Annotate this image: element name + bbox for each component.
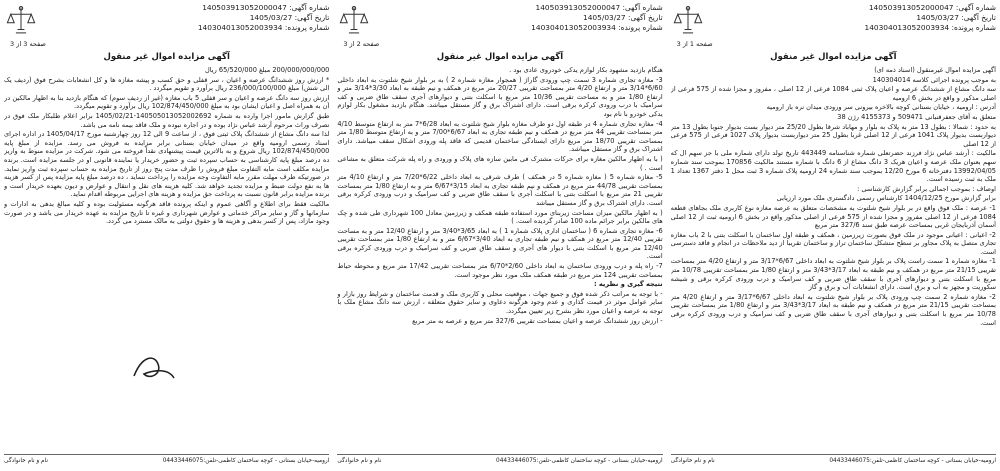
footer-signatory: نام و نام خانوادگی xyxy=(4,458,49,464)
notice-date: تاریخ آگهی: 1405/03/27 xyxy=(249,13,330,22)
notice-paragraph: به موجب پرونده اجرائی کلاسه 140304014 xyxy=(872,75,996,84)
notice-paragraph: * ارزش روز ششدانگ عرصه و اعیان ، سر قفلی و حق کسب و پیشه مغازه ها و کل انشعابات بشرح فوق (ردیف یک الی شش) مبلغ 236/000/100/000 ریال برآورد و تقویم میگردد . xyxy=(4,75,330,93)
notice-title: آگهی مزایده اموال غیر منقول xyxy=(103,52,230,62)
notice-meta xyxy=(197,0,330,33)
notice-paragraph: 7- راه پله و درب ورودی ساختمان به ابعاد داخلی 2/60*6/70 متر بمساحت تقریبی 17/42 متر مربع و محوطه حیاط بمساحت تقریبی 124 متر مربع در طبقه همکف ملک مورد نظر موجود است. xyxy=(337,262,663,279)
notice-paragraph: 6- مغازه تجاری شماره 6 ( ساختمان اداری پلاک شماره 1 ) به ابعاد 3/65*3/40 متر و ارتفاع 12/40 متر و به مساحت تقریبی 12/40 متر مربع در همکف و نیم طبقه تجاری به ابعاد 3/40*6/67 متر و به ارتفاع 1/80 متر بمساحت تقریبی 12/40 متر مربع با اسکلت بتنی با دیوار های آجری و سقف طاق ضربی و کف سرامیک و درب ورودی کرکره برقی است. xyxy=(337,226,663,261)
judiciary-emblem-icon xyxy=(4,4,38,38)
notice-body xyxy=(337,66,662,471)
notice-title: آگهی مزایده اموال غیر منقول xyxy=(770,52,897,62)
notice-date: تاریخ آگهی: 1405/03/27 xyxy=(583,13,663,22)
notice-paragraph: سه دانگ مشاع از ششدانگ عرصه و اعیان پلاک ثبتی 1084 فرعی از 12 اصلی ، مفروز و مجزا شده از 575 فرعی از اصلی مذکور و واقع در بخش 6 ارومیه xyxy=(670,85,996,102)
notice-number: شماره آگهی: 140503913052000047 xyxy=(535,3,663,12)
notice-meta xyxy=(531,0,663,33)
notice-paragraph: ( به اظهار مالکین میزان مساحت زیربنای مورد استفاده طبقه همکف و زیرزمین معادل 100 شهرداری طی شده و چک های مالکین برابر جرائم ماده 100 صادر گردیده است. ) xyxy=(337,208,663,226)
notice-paragraph: 5- مغازه شماره 5 ( مغازه شماره 5 در همکف ) طرف شرقی به ابعاد داخلی 6/22*7/20 متر و ارتفاع 4/10 متر بمساحت تقریبی 44/78 متر مربع در همکف و نیم طبقه تجاری به ابعاد 3/15*6/67 متر و به ارتفاع 1/80 متر بمساحت تقریبی 21 متر مربع با اسکلت بتنی با اسکلت آجری با سقف طاق ضربی و کف سرامیک و درب ورودی کرکره برقی است. دارای اشتراک برق و گاز مستقل میباشد xyxy=(337,173,663,207)
notice-paragraph: 4- مغازه تجاری شماره 4 در طبقه اول دو طرف مغازه بلوار شیخ شلتوت به ابعاد 6/28*7 متر به ارتفاع متوسط 4/10 متر بمساحت تقریبی 44 متر مربع در همکف و نیم طبقه تجاری به ابعاد 6/67*7/00 متر و به ارتفاع متوسط 1/80 متر بمساحت تقریبی 18/70 متر مربع دارای ایستادگی ساختمان قدیمی که فاقد پله ورودی اشکال سقف میباشد. دارای اشتراک برق و گاز مستقل میباشد. xyxy=(337,119,663,154)
footer-signatory: نام و نام خانوادگی xyxy=(670,458,715,464)
footer-signatory: نام و نام خانوادگی xyxy=(337,458,382,464)
notice-page-2 xyxy=(337,0,662,471)
case-number: شماره پرونده: 140304013052003934 xyxy=(197,23,330,32)
notice-paragraph: 3- مغازه تجاری شماره 3 سمت چپ ورودی گاراژ ( همجوار مغازه شماره 2 ) به بر بلوار شیخ شلتوت به ابعاد داخلی 6/60*3/14 متر و ارتفاع 4/20 متر بمساحت تقریبی 20/27 متر مربع در همکف و نیم طبقه به ابعاد 3/30*3/14 متر و ارتفاع 1/80 متر و به مساحت تقریبی 10/36 متر مربع با اسکلت بتنی و دیوارهای آجری سقف طاق ضربی و کف سرامیک با درب ورودی کرکره برقی است. دارای اشتراک برق و گاز مستقل میباشد. هنگام بازدید مشغول بکار لوازم یدکی خودرو با نام بود xyxy=(337,75,663,118)
notice-date: تاریخ آگهی: 1405/03/27 xyxy=(916,13,996,22)
notice-page-1 xyxy=(671,0,996,471)
page-footer xyxy=(4,454,329,465)
notice-paragraph: - با توجه به مراتب ذکر شده فوق و جمیع جهات ، موقعیت محلی و کاربری ملک و قدمت ساختمان و شرایط روز بازار و سایر عوامل موثر در قیمت گذاری و عدم وجود هرگونه دعاوی و سایر حقوق متعلقه ، ارزش سه دانگ مشاع ملک با توجه به عرصه و اعیان مورد نظر بشرح زیر تعیین میگردد. xyxy=(337,289,663,316)
page-number: صفحه 3 از 3 xyxy=(10,40,46,48)
notice-meta xyxy=(864,0,996,33)
page-footer xyxy=(671,454,996,465)
notice-number: شماره آگهی: 140503913052000047 xyxy=(868,3,996,12)
case-number: شماره پرونده: 140304013052003934 xyxy=(864,23,996,32)
notice-paragraph: برابر گزارش مورخ 1404/12/25 کارشناس رسمی دادگستری ملک مورد ارزیابی xyxy=(776,194,996,203)
notice-paragraph: ارزش روز سه دانگ عرصه و اعیان و سر قفلی 5 باب مغازه (غیر از ردیف سوم) که هنگام بازدید بنا به اظهار مالکین در آن به همراه اصل و اعیان ایشان بود به مبلغ 102/874/450/000 ریال برآورد و تقویم میگردد. xyxy=(4,93,330,111)
notice-paragraph: آگهی مزایده اموال غیرمنقول (اسناد ذمه ای) xyxy=(874,66,996,74)
notice-paragraph: 2- مغازه شماره 2 سمت چپ ورودی پلاک بر بلوار شیخ شلتوت به ابعاد داخلی 6/67*3/17 متر و ارتفاع 4/20 متر بمساحت تقریبی 21/15 متر مربع در همکف و نیم طبقه به ابعاد 3/17*3/43 متر و ارتفاع 1/80 متر بمساحت تقریبی 10/78 متر مربع با اسکلت بتنی و دیوارهای آجری با سقف طاق ضربی و کف سرامیک و درب ورودی کرکره برقی است. xyxy=(670,292,996,327)
notice-paragraph: آدرس : ارومیه ، خیابان بستانی کوچه بالاخره بیرونی سر ورودی میدان نره باز ارومیه xyxy=(766,103,996,112)
notice-paragraph: نتیجه گیری و نظریه : xyxy=(593,280,663,289)
page-header xyxy=(337,0,662,46)
notice-body xyxy=(4,66,329,471)
notice-page-3 xyxy=(4,0,329,471)
notice-paragraph: طبق گزارش مامور اجرا وارده به شماره 140505013052002692-1405/02/21 برابر اعلام طلبکار ملک فوق در تصرف وراث مرحوم آرشد عباس نژاد بوده و در اجاره نبوده و ملک فاقد بیمه نامه می باشد. xyxy=(4,111,330,129)
notice-paragraph: متعلق به آقای جعفرقنبانی 509471 و 4155373 رژن 38 xyxy=(837,112,996,121)
notice-paragraph: به حدود : شمالا : بطول 13 متر به پلاک به بلوار و مهاباد شرقا بطول 25/20 متر دیوار بست بدیوار جنوبا بطول 13 متر دیواربست بدیوار پلاک 1041 فرعی از 12 اصلی غربا بطول 25 متر دیواربست بدیوار پلاک 1027 فرعی از 575 فرعی از 12 اصلی xyxy=(670,122,996,148)
notice-paragraph: 2- اعیانی : اعیانی موجود در ملک فوق بصورت زیرزمین ، همکف و طبقه اول ساختمان با اسکلت بتنی با 2 باب مغازه تجاری متصل به پلاک مجاور بر سطح متشکل ساختمان تراز و ساختمان تقریبا از دید ملاحظات در انجام و فاقد دسترسی است. xyxy=(670,230,996,256)
footer-address: ارومیه-خیابان بستانی - کوچه ساختمان کاظمی-تلفن:04433446075 xyxy=(496,458,663,464)
page-footer xyxy=(337,454,662,465)
notice-paragraph: - ارزش روز ششدانگ عرصه و اعیان بمساحت تقریبی 327/6 متر مربع و عرصه به متر مربع xyxy=(412,316,663,325)
footer-address: ارومیه-خیابان بستانی - کوچه ساختمان کاظمی-تلفن:04433446075 xyxy=(829,458,996,464)
notice-paragraph: 200/000/000/000 مبلغ 65/520/000 ریال xyxy=(204,66,330,74)
notice-paragraph: ( با به اظهار مالکین مغازه برای حرکات مشترک فی مابین سازه های پلاک و ورودی و راه پله شرکت متعلق به مشاعی است . ) xyxy=(337,154,663,172)
page-header xyxy=(4,0,329,46)
notice-paragraph: 1- مغازه شماره 1 سمت راست پلاک بر بلوار شیخ شلتوت به ابعاد داخلی 6/67*3/17 متر و ارتفاع 4/20 متر بمساحت تقریبی 21/15 متر مربع در همکف و نیم طبقه به ابعاد 3/17*3/43 متر و ارتفاع 1/80 متر بمساحت تقریبی 10/78 متر مربع با اسکلت بتنی و دیوارهای آجری با سقف طاق ضربی و کف سرامیک و درب ورودی کرکره برقی و شیشه سکوریت و مجهز به آب و برق است. دارای انشعابات آب و برق و گاز xyxy=(670,257,996,292)
notice-paragraph: 1- عرصه : ملک فوق واقع در بر بلوار شیخ شلتوت به مشخصات متعلق به عرصه مغازه نوع کاربری ملک بجاهای قطعه 1084 فرعی از 12 اصلی مفروز و مجزا شده از 575 فرعی از اصلی مذکور واقع در بخش 6 ارومیه ثبت از 12 اصلی آسمان آذربایجان غربی بمساحت عرصه طبق سند 327/6 متر مربع xyxy=(670,203,996,230)
page-number: صفحه 1 از 3 xyxy=(676,40,713,48)
notice-paragraph: اوصاف : بموجب اجمالی برابر گزارش کارشناسی : xyxy=(857,184,996,193)
notice-paragraph: لذا سه دانگ مشاع از ششدانگ پلاک ثبتی فوق ، از ساعت 9 الی 12 روز چهارشنبه مورخ 1405/04/17 در اداره اجرای اسناد رسمی ارومیه واقع در میدان خیابان بستانی برابر مزایده به فروش می رسد. مزایده از مبلغ پایه 102/874/450/000 ریال شروع و به بالاترین قیمت پیشنهادی نقداً فروخته می شود. شرکت در مزایده منوط به واریز ده درصد مبلغ پایه کارشناسی به حساب سپرده ثبت و حضور خریدار یا نماینده قانونی او در جلسه مزایده است. برنده مزایده مکلف است مابه التفاوت مبلغ فروش را ظرف مدت پنج روز از تاریخ مزایده به حساب سپرده ثبت واریز نماید. در صورتیکه طرف مهلت مقرر مابه التفاوت وجه مزایده را پرداخت ننماید ، ده درصد مبلغ پایه مزایده پس از کسر هزینه ها به نفع دولت ضبط و مزایده تجدید خواهد شد. کلیه هزینه های نقل و انتقال و عوارض و دیون بعهده خریدار است و برنده مزایده برابر قانون نسبت به پرداخت حق مزایده و هزینه های اجرایی مربوطه اقدام نماید. xyxy=(4,130,330,199)
notice-title: آگهی مزایده اموال غیر منقول xyxy=(436,52,564,62)
signature-mark xyxy=(124,348,184,388)
footer-address: ارومیه-خیابان بستانی - کوچه ساختمان کاظمی-تلفن:04433446075 xyxy=(162,458,330,464)
notice-paragraph: مالکیت فقط برای اطلاع و آگاهی عموم و اینکه پرونده فاقد هرگونه مسئولیت بوده و کلیه مبالغ بدهی به ادارات و سازمانها و گاز و سایر مراکز خدماتی و عوارض شهرداری و غیره تا تاریخ مزایده به عهده خریدار می باشد و در صورت وجود مازاد، پس از کسر بدهی و هزینه ها و حقوق دولتی به مالک مسترد می گردد. xyxy=(4,199,330,226)
page-header xyxy=(671,0,996,46)
notice-number: شماره آگهی: 140503913052000047 xyxy=(202,3,330,12)
notice-paragraph: هنگام بازدید مشهود بکار لوازم یدکی خودروی عادی بود . xyxy=(509,66,663,74)
notice-body xyxy=(671,66,996,471)
case-number: شماره پرونده: 140304013052003934 xyxy=(531,23,663,32)
page-number: صفحه 2 از 3 xyxy=(343,40,380,48)
judiciary-emblem-icon xyxy=(671,4,705,38)
judiciary-emblem-icon xyxy=(337,4,371,38)
notice-paragraph: مالکیت : آرشد عباس نژاد فرزند حضرتعلی شماره شناسنامه 443449 تاریخ تولد دارای شماره ملی با جز سهم ال که سهم بعنوان ملک عرصه و اعیان هریک 3 دانگ مشاع از 6 دانگ با شماره مستند مالکیت 170856 بموجب سند شماره 13992/04/05 دفترخانه 6 مورخ 12/20 بموجب سند شماره 24 ارومیه پلاک شماره 3 ثبت محل 1 دفتر 1367 تعداد 1 ملک به ثبت رسیده است. xyxy=(670,149,996,184)
